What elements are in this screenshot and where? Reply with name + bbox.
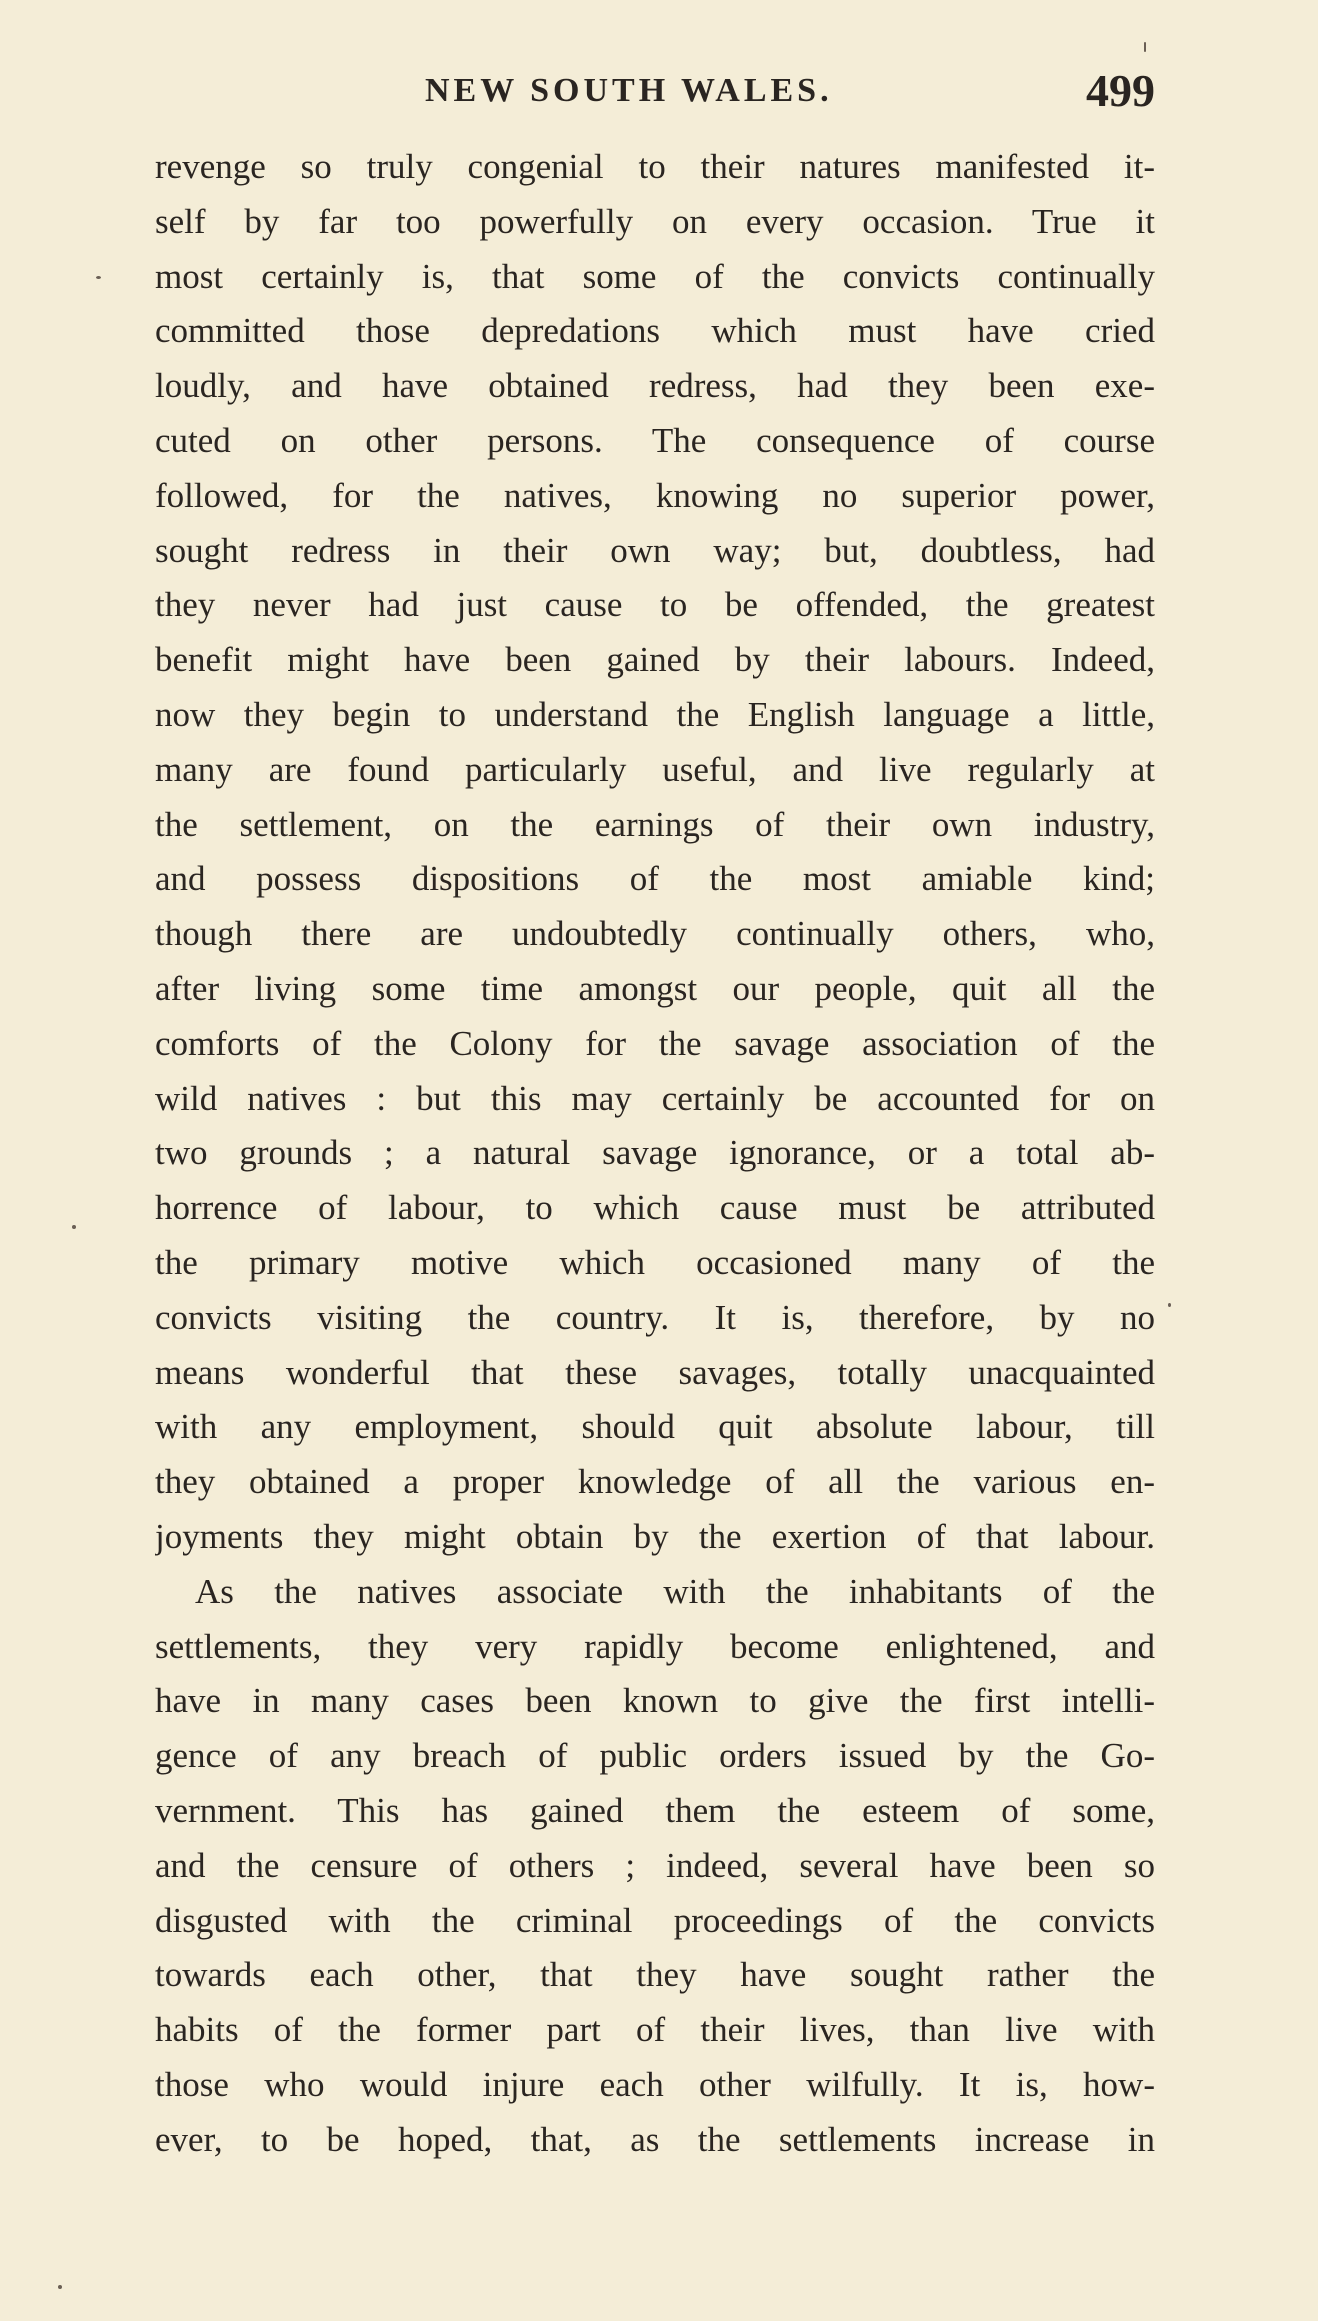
paper-speck xyxy=(72,1225,76,1229)
text-line: comforts of the Colony for the savage association of the xyxy=(155,1023,1155,1063)
text-line: and possess dispositions of the most amiable kind; xyxy=(155,859,1155,899)
text-line: the primary motive which occasioned many of the xyxy=(155,1242,1155,1282)
text-line: habits of the former part of their lives, than live with xyxy=(155,2010,1155,2050)
text-line: convicts visiting the country. It is, therefore, by no xyxy=(155,1297,1155,1337)
paper-speck xyxy=(58,2285,62,2289)
text-line: sought redress in their own way; but, doubtless, had xyxy=(155,530,1155,570)
running-title: NEW SOUTH WALES. xyxy=(425,72,833,109)
text-line: revenge so truly congenial to their natures manifested it- xyxy=(155,147,1155,186)
text-line: now they begin to understand the English language a little, xyxy=(155,694,1155,734)
text-line: with any employment, should quit absolute labour, till xyxy=(155,1407,1155,1447)
text-line: towards each other, that they have sought rather the xyxy=(155,1955,1155,1995)
paragraph-start-line: As the natives associate with the inhabitants of the xyxy=(195,1571,1155,1611)
text-line: means wonderful that these savages, totally unacquainted xyxy=(155,1352,1155,1392)
text-line: they never had just cause to be offended, the greatest xyxy=(155,585,1155,625)
text-line: after living some time amongst our people, quit all the xyxy=(155,968,1155,1008)
text-line: disgusted with the criminal proceedings of the convicts xyxy=(155,1900,1155,1940)
text-line: followed, for the natives, knowing no superior power, xyxy=(155,475,1155,515)
paper-speck xyxy=(1144,42,1146,52)
text-line: wild natives : but this may certainly be accounted for on xyxy=(155,1078,1155,1118)
text-line: ever, to be hoped, that, as the settlements increase in xyxy=(155,2119,1155,2159)
text-line: most certainly is, that some of the convicts continually xyxy=(155,256,1155,296)
text-line: many are found particularly useful, and live regularly at xyxy=(155,749,1155,789)
text-line: committed those depredations which must have cried xyxy=(155,311,1155,351)
text-line: those who would injure each other wilfully. It is, how- xyxy=(155,2064,1155,2104)
text-line: loudly, and have obtained redress, had they been exe- xyxy=(155,366,1155,406)
page-number: 499 xyxy=(1086,65,1155,116)
body-text xyxy=(155,140,1155,2167)
text-line: have in many cases been known to give the first intelli- xyxy=(155,1681,1155,1721)
text-line: benefit might have been gained by their labours. Indeed, xyxy=(155,640,1155,680)
text-line: vernment. This has gained them the esteem of some, xyxy=(155,1790,1155,1830)
text-line: though there are undoubtedly continually others, who, xyxy=(155,914,1155,954)
text-line: joyments they might obtain by the exertion of that labour. xyxy=(155,1516,1155,1556)
text-line: cuted on other persons. The consequence of course xyxy=(155,420,1155,460)
running-head xyxy=(155,64,1155,124)
text-line: gence of any breach of public orders issued by the Go- xyxy=(155,1736,1155,1776)
text-line: settlements, they very rapidly become enlightened, and xyxy=(155,1626,1155,1666)
text-line: they obtained a proper knowledge of all the various en- xyxy=(155,1462,1155,1502)
text-line: self by far too powerfully on every occasion. True it xyxy=(155,201,1155,241)
text-line: two grounds ; a natural savage ignorance, or a total ab- xyxy=(155,1133,1155,1173)
paper-speck xyxy=(96,276,101,279)
text-line: the settlement, on the earnings of their own industry, xyxy=(155,804,1155,844)
text-line: horrence of labour, to which cause must be attributed xyxy=(155,1188,1155,1228)
text-line: and the censure of others ; indeed, several have been so xyxy=(155,1845,1155,1885)
paper-speck xyxy=(1168,1303,1171,1307)
